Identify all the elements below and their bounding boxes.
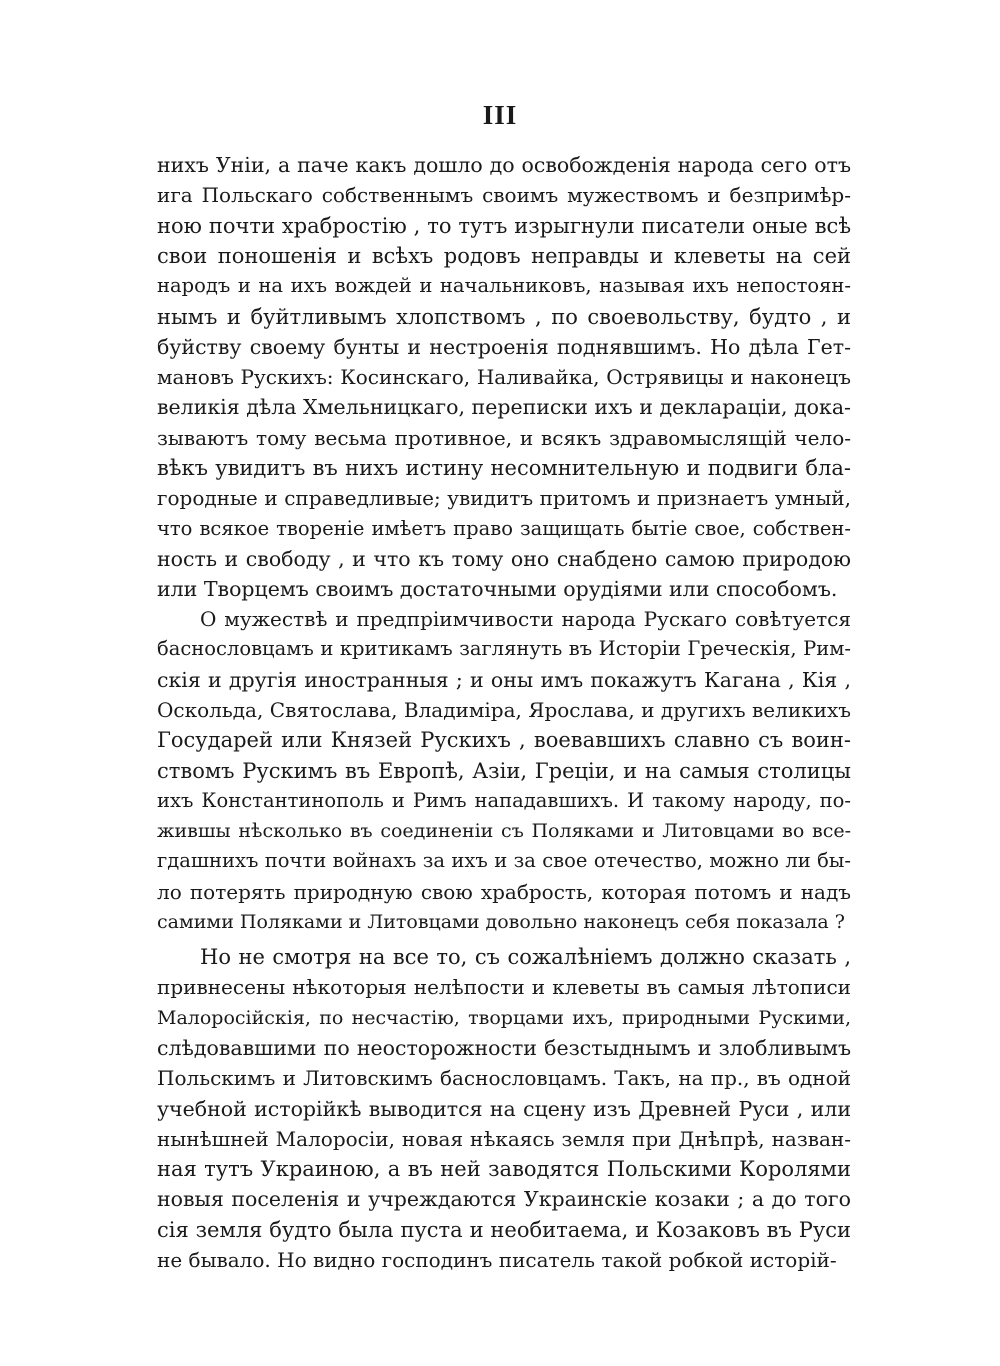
text-line: баснословцамъ и критикамъ заглянуть въ Исторіи Греческія, Рим-: [157, 637, 851, 661]
text-line: ною почти храбростію , то тутъ изрыгнули писатели оные всѣ: [157, 213, 851, 238]
page-number: III: [482, 100, 518, 130]
text-line: Польскимъ и Литовскимъ баснословцамъ. Такъ, на пр., въ одной: [157, 1066, 851, 1091]
text-line: нынѣшней Малоросіи, новая нѣкаясь земля при Днѣпрѣ, назван-: [157, 1126, 851, 1151]
text-line: городные и справедливые; увидитъ притомъ и признаетъ умный,: [157, 486, 851, 511]
text-line: буйству своему бунты и нестроенія поднявшимъ. Но дѣла Гет-: [157, 334, 851, 359]
text-line: нихъ Уніи, а паче какъ дошло до освобожденія народа сего отъ: [157, 153, 851, 177]
text-line: народъ и на ихъ вождей и начальниковъ, называя ихъ непостоян-: [157, 274, 851, 298]
text-line: самими Поляками и Литовцами довольно наконецъ себя показала ?: [157, 911, 845, 933]
text-line: О мужествѣ и предпріимчивости народа Рускаго совѣтуется: [200, 607, 851, 631]
text-line: учебной исторійкѣ выводится на сцену изъ Древней Руси , или: [157, 1096, 851, 1121]
text-line: жившы нѣсколько въ соединеніи съ Поляками и Литовцами во все-: [157, 820, 851, 843]
text-line: не бывало. Но видно господинъ писатель такой робкой исторій-: [157, 1248, 837, 1272]
text-line: новыя поселенія и учреждаются Украинскіе козаки ; а до того: [157, 1187, 851, 1212]
text-line: свои поношенія и всѣхъ родовъ неправды и клеветы на сей: [157, 243, 851, 268]
text-line: мановъ Рускихъ: Косинскаго, Наливайка, Острявицы и наконецъ: [157, 365, 851, 390]
text-line: гдашнихъ почти войнахъ за ихъ и за свое отечество, можно ли бы-: [157, 849, 851, 873]
text-line: вѣкъ увидитъ въ нихъ истину несомнительную и подвиги бла-: [157, 456, 851, 480]
text-line: слѣдовавшими по неосторожности безстыднымъ и злобливымъ: [157, 1035, 851, 1060]
text-line: Государей или Князей Рускихъ , воевавшихъ славно съ воин-: [157, 728, 851, 753]
text-line: ига Польскаго собственнымъ своимъ мужествомъ и безпримѣр-: [157, 183, 851, 208]
text-line: ная тутъ Украиною, а въ ней заводятся Польскими Королями: [157, 1157, 851, 1182]
text-line: нымъ и буйтливымъ хлопствомъ , по своевольству, будто , и: [157, 304, 851, 329]
text-line: Малоросійскія, по несчастію, творцами ихъ, природными Рускими,: [157, 1006, 851, 1029]
text-line: ность и свободу , и что къ тому оно снабдено самою природою: [157, 546, 851, 571]
text-line: ствомъ Рускимъ въ Европѣ, Азіи, Греціи, и на самыя столицы: [157, 758, 851, 783]
text-line: Оскольда, Святослава, Владиміра, Ярослава, и другихъ великихъ: [157, 697, 851, 722]
text-line: великія дѣла Хмельницкаго, переписки ихъ и деклараціи, дока-: [157, 395, 851, 420]
text-line: скія и другія иностранныя ; и оны имъ покажутъ Кагана , Кія ,: [157, 667, 851, 692]
text-line: зываютъ тому весьма противное, и всякъ здравомыслящій чело-: [157, 425, 851, 450]
text-line: ихъ Константинополь и Римъ нападавшихъ. И такому народу, по-: [157, 788, 851, 812]
text-line: привнесены нѣкоторыя нелѣпости и клеветы въ самыя лѣтописи: [157, 975, 851, 1000]
text-line: сія земля будто была пуста и необитаема, и Козаковъ въ Руси: [157, 1217, 851, 1242]
text-line: что всякое твореніе имѣетъ право защищать бытіе свое, собствен-: [157, 516, 851, 540]
text-line: ло потерять природную свою храбрость, которая потомъ и надъ: [157, 879, 851, 904]
text-line: или Творцемъ своимъ достаточными орудіями или способомъ.: [157, 577, 838, 602]
text-line: Но не смотря на все то, съ сожалѣніемъ должно сказать ,: [200, 945, 851, 969]
